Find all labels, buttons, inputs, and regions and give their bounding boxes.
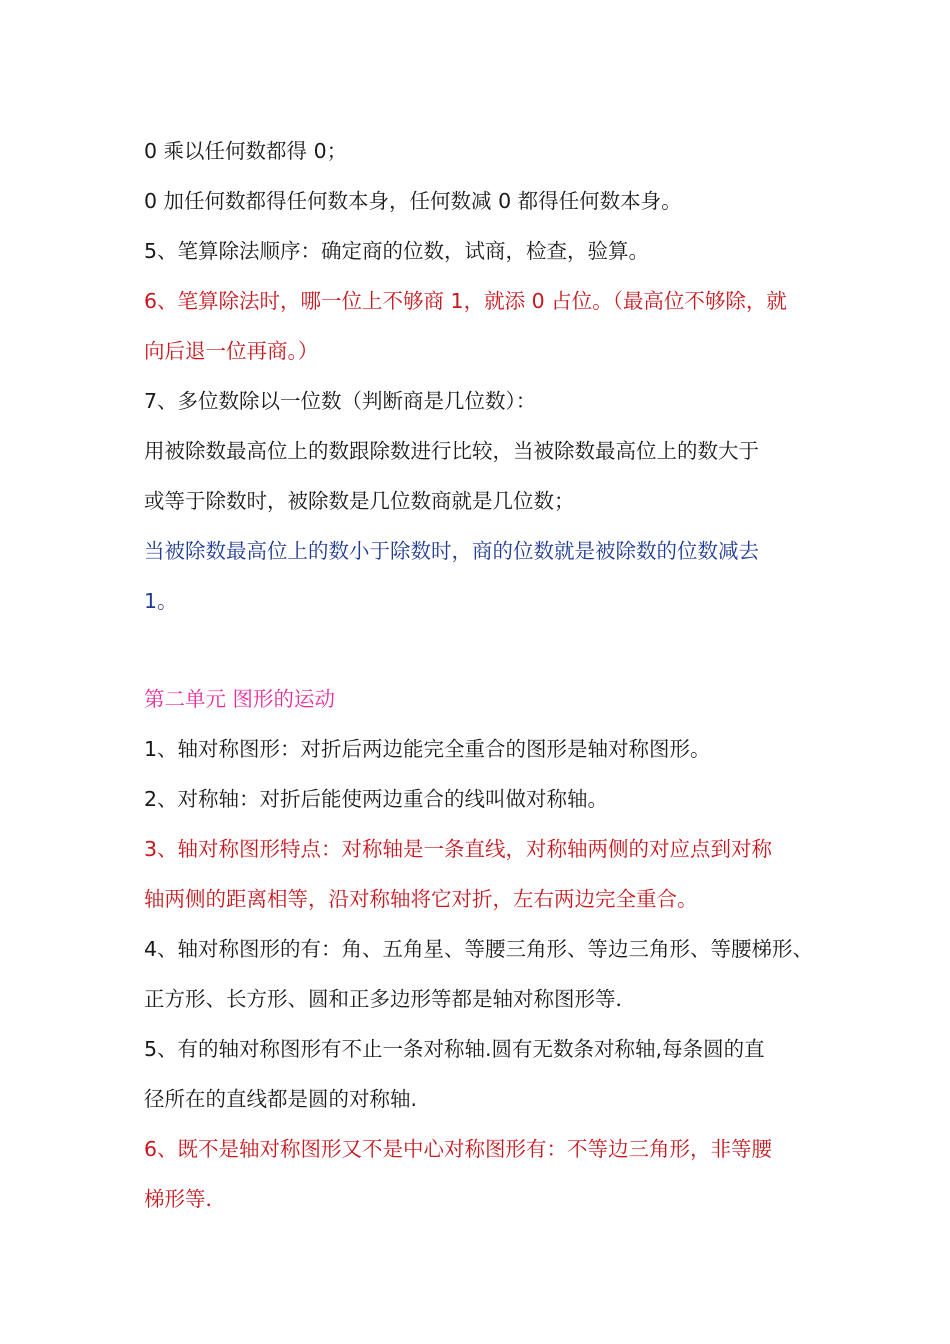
text-line: 0 加任何数都得任何数本身，任何数减 0 都得任何数本身。 [144,189,682,213]
note-line: 1。 [144,589,178,613]
text-line: 0 乘以任何数都得 0； [144,139,348,163]
highlight-line: 6、笔算除法时，哪一位上不够商 1，就添 0 占位。（最高位不够除，就 [144,289,787,313]
text-line: 或等于除数时，被除数是几位数商就是几位数； [144,489,575,513]
highlight-line: 向后退一位再商。） [144,339,319,363]
text-line: 径所在的直线都是圆的对称轴. [144,1087,418,1111]
highlight-line: 6、既不是轴对称图形又不是中心对称图形有：不等边三角形，非等腰 [144,1137,773,1161]
highlight-line: 梯形等． [144,1187,226,1211]
text-line: 2、对称轴：对折后能使两边重合的线叫做对称轴。 [144,787,609,811]
text-line: 4、轴对称图形的有：角、五角星、等腰三角形、等边三角形、等腰梯形、 [144,937,814,961]
text-line: 用被除数最高位上的数跟除数进行比较，当被除数最高位上的数大于 [144,439,759,463]
text-line: 1、轴对称图形：对折后两边能完全重合的图形是轴对称图形。 [144,737,711,761]
text-line: 5、笔算除法顺序：确定商的位数，试商，检查，验算。 [144,239,650,263]
text-line: 7、多位数除以一位数（判断商是几位数）： [144,389,537,413]
highlight-line: 轴两侧的距离相等，沿对称轴将它对折，左右两边完全重合。 [144,887,698,911]
text-line: 5、有的轴对称图形有不止一条对称轴.圆有无数条对称轴,每条圆的直 [144,1037,765,1061]
section-heading: 第二单元 图形的运动 [144,687,336,711]
note-line: 当被除数最高位上的数小于除数时，商的位数就是被除数的位数减去 [144,539,759,563]
highlight-line: 3、轴对称图形特点：对称轴是一条直线，对称轴两侧的对应点到对称 [144,837,773,861]
text-line: 正方形、长方形、圆和正多边形等都是轴对称图形等． [144,987,636,1011]
